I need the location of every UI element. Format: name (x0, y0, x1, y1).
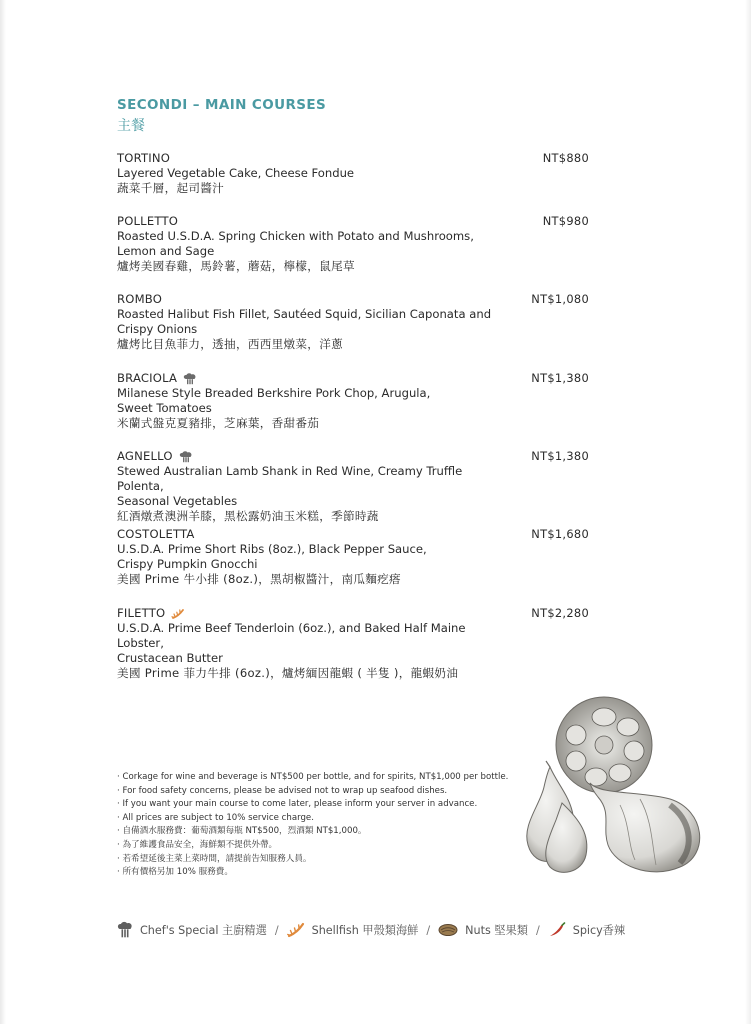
legend-item-nuts (438, 922, 528, 938)
dish-name: FILETTO (117, 606, 166, 620)
note-line: ‧ 若希望延後主菜上菜時間，請提前告知服務人員。 (117, 853, 312, 864)
dish-description (117, 307, 502, 337)
note-line: ‧ 為了維護食品安全，海鮮類不提供外帶。 (117, 839, 278, 850)
legend-item-spicy (548, 922, 625, 938)
menu-item-rombo (117, 292, 589, 352)
dish-name: POLLETTO (117, 214, 179, 228)
menu-item-tortino (117, 151, 589, 196)
nuts-icon (438, 923, 458, 937)
dish-description-line: Crispy Pumpkin Gnocchi (117, 557, 258, 571)
legend-item-chef-special (117, 921, 267, 939)
dish-description-line: Crispy Onions (117, 322, 198, 336)
dish-description-line: Milanese Style Breaded Berkshire Pork Chop, Arugula, (117, 386, 431, 400)
dish-description (117, 621, 502, 666)
dish-description-zh: 紅酒燉煮澳洲羊膝，黑松露奶油玉米糕，季節時蔬 (117, 509, 379, 523)
dish-name: BRACIOLA (117, 371, 178, 385)
dish-description-line: Roasted U.S.D.A. Spring Chicken with Potato and Mushrooms, (117, 229, 474, 243)
note-line: ‧ If you want your main course to come later, please inform your server in advance. (117, 799, 478, 810)
dish-price: NT$1,680 (531, 527, 589, 541)
chef-hat-icon (179, 451, 193, 463)
note-line: ‧ 自備酒水服務費：葡萄酒類每瓶 NT$500，烈酒類 NT$1,000。 (117, 826, 367, 837)
chef-hat-icon (117, 921, 133, 939)
dish-price: NT$1,080 (531, 292, 589, 306)
page-edge-right (745, 0, 751, 1024)
shellfish-icon (287, 922, 305, 938)
dish-description (117, 464, 502, 509)
dish-price: NT$1,380 (531, 449, 589, 463)
dish-description-line: U.S.D.A. Prime Beef Tenderloin (6oz.), and Baked Half Maine Lobster, (117, 621, 466, 650)
dish-description (117, 542, 502, 572)
dish-description (117, 386, 502, 416)
dish-price: NT$980 (542, 214, 589, 228)
dish-description-zh: 美國 Prime 牛小排 (8oz.)，黑胡椒醬汁，南瓜麵疙瘩 (117, 572, 401, 586)
menu-item-polletto (117, 214, 589, 274)
dish-name: AGNELLO (117, 449, 173, 463)
dish-description-line: Sweet Tomatoes (117, 401, 212, 415)
chili-icon (548, 922, 566, 938)
dish-description (117, 229, 502, 259)
menu-notes (117, 771, 517, 880)
note-line: ‧ 所有價格另加 10% 服務費。 (117, 867, 233, 878)
dish-price: NT$880 (542, 151, 589, 165)
dish-description-zh: 爐烤美國春雞，馬鈴薯，蘑菇，檸檬，鼠尾草 (117, 259, 355, 273)
menu-item-agnello (117, 449, 589, 524)
dietary-legend (117, 921, 625, 939)
garlic-illustration (520, 695, 710, 885)
dish-description-line: Crustacean Butter (117, 651, 223, 665)
menu-item-filetto (117, 606, 589, 681)
dish-name: COSTOLETTA (117, 527, 195, 541)
menu-item-braciola (117, 371, 589, 431)
section-title: SECONDI – MAIN COURSES (117, 97, 327, 113)
dish-description-zh: 美國 Prime 菲力牛排 (6oz.)，爐烤緬因龍蝦 ( 半隻 )，龍蝦奶油 (117, 666, 459, 680)
dish-name: ROMBO (117, 292, 163, 306)
section-title-zh: 主餐 (117, 118, 145, 134)
legend-label: Chef's Special 主廚精選 (140, 924, 267, 937)
shellfish-icon (171, 608, 185, 620)
note-line: ‧ Corkage for wine and beverage is NT$500 per bottle, and for spirits, NT$1,000 per bottle. (117, 772, 509, 782)
legend-label: Nuts 堅果類 (465, 924, 528, 937)
menu-item-costoletta (117, 527, 589, 587)
legend-separator: / (426, 923, 431, 937)
dish-description-line: U.S.D.A. Prime Short Ribs (8oz.), Black Pepper Sauce, (117, 542, 427, 556)
dish-price: NT$1,380 (531, 371, 589, 385)
dish-description (117, 166, 502, 181)
legend-item-shellfish (287, 922, 419, 938)
dish-price: NT$2,280 (531, 606, 589, 620)
chef-hat-icon (183, 373, 197, 385)
legend-separator: / (535, 923, 540, 937)
note-line: ‧ For food safety concerns, please be advised not to wrap up seafood dishes. (117, 785, 448, 796)
page-edge-left (0, 0, 6, 1024)
dish-description-line: Stewed Australian Lamb Shank in Red Wine, Creamy Truffle Polenta, (117, 464, 463, 493)
legend-separator: / (274, 923, 279, 937)
legend-label: Shellfish 甲殼類海鮮 (311, 924, 419, 937)
dish-name: TORTINO (117, 151, 171, 165)
dish-description-line: Lemon and Sage (117, 244, 215, 258)
dish-description-line: Layered Vegetable Cake, Cheese Fondue (117, 166, 355, 180)
dish-description-line: Roasted Halibut Fish Fillet, Sautéed Squid, Sicilian Caponata and (117, 307, 492, 321)
dish-description-zh: 米蘭式盤克夏豬排，芝麻葉，香甜番茄 (117, 416, 320, 430)
note-line: ‧ All prices are subject to 10% service charge. (117, 812, 314, 823)
dish-description-zh: 爐烤比目魚菲力，透抽，西西里燉菜，洋蔥 (117, 337, 343, 351)
dish-description-zh: 蔬菜千層，起司醬汁 (117, 181, 225, 195)
dish-description-line: Seasonal Vegetables (117, 494, 238, 508)
legend-label: Spicy香辣 (572, 924, 626, 937)
